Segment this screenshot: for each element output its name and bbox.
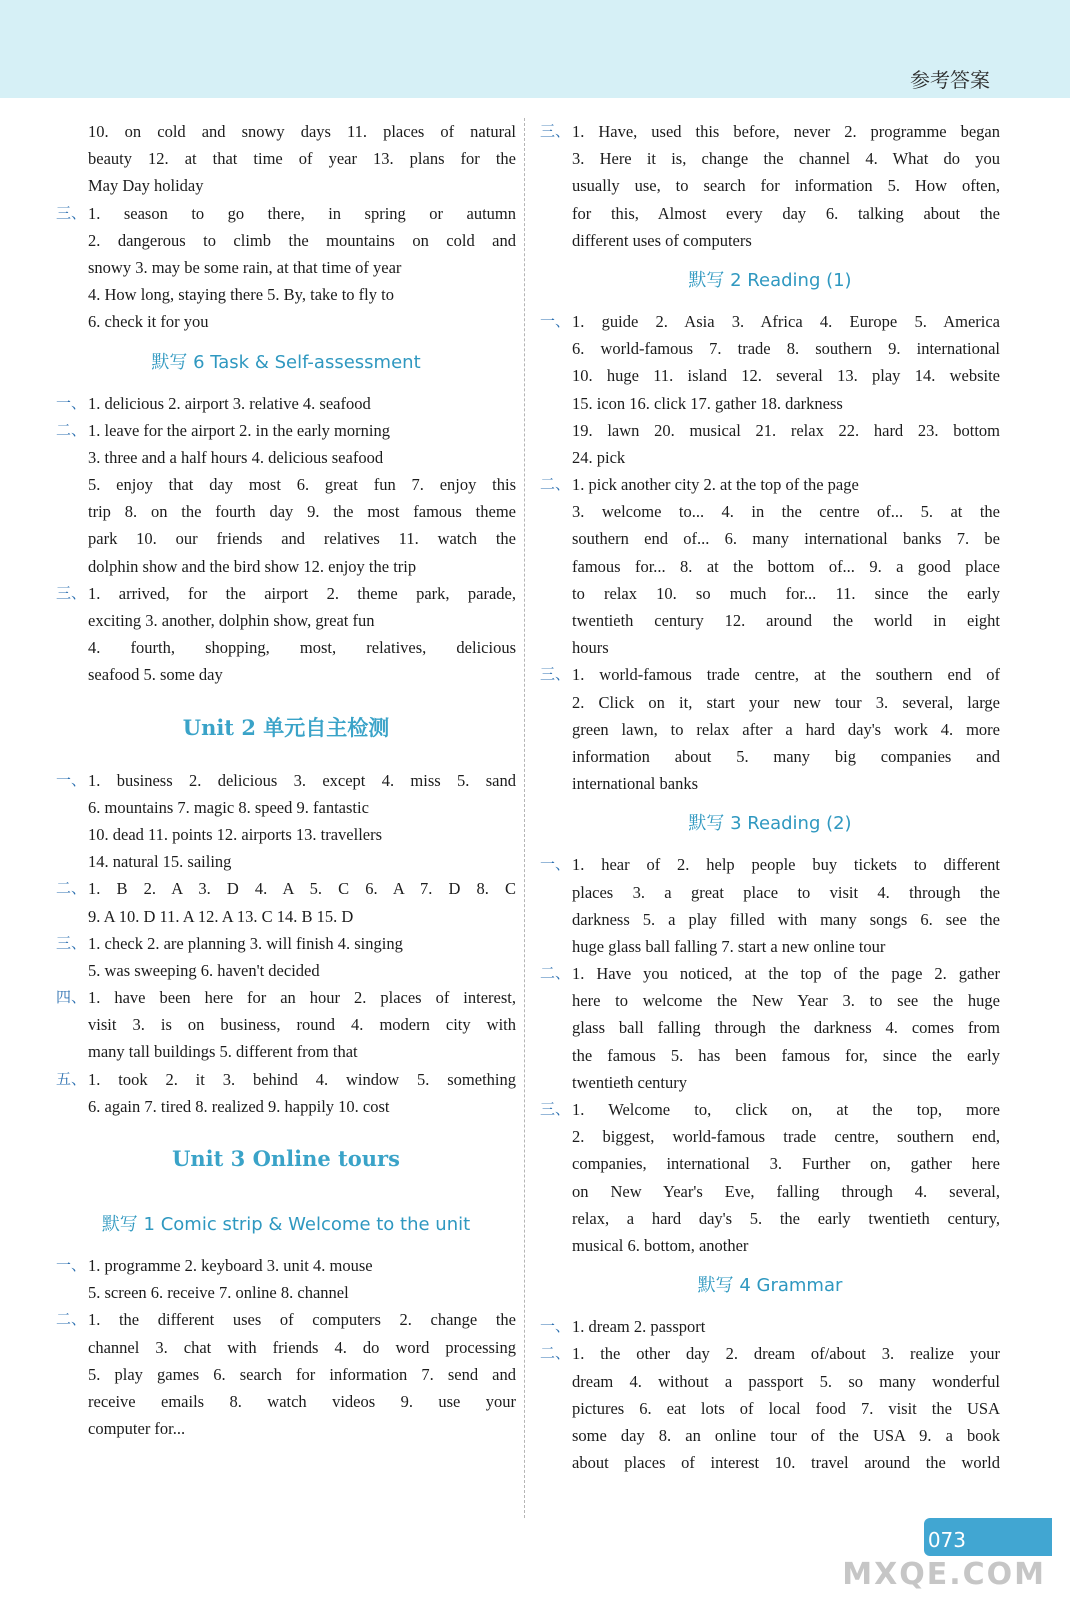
answer-line	[56, 118, 516, 145]
answer-line	[56, 1038, 516, 1065]
answer-line	[56, 607, 516, 634]
answer-line	[56, 471, 516, 498]
answer-text: places 3. a great place to visit 4. through the	[572, 882, 1000, 902]
section-number: 一、	[56, 770, 87, 789]
answer-text: 5. screen 6. receive 7. online 8. channel	[88, 1283, 349, 1303]
answer-line	[540, 1042, 1000, 1069]
answer-line	[540, 1069, 1000, 1096]
answer-line	[540, 879, 1000, 906]
answer-line	[540, 498, 1000, 525]
section-heading: 默写 4 Grammar	[697, 1275, 843, 1297]
answer-line	[56, 200, 516, 227]
answer-line	[56, 1388, 516, 1415]
column-divider	[524, 118, 525, 1518]
answer-text: usually use, to search for information 5. How often,	[572, 176, 1000, 196]
section-number: 四、	[56, 988, 87, 1007]
answer-text: relax, a hard day's 5. the early twentieth century,	[572, 1208, 1000, 1228]
section-number: 三、	[540, 122, 571, 140]
section-number: 二、	[540, 1344, 571, 1363]
answer-line	[540, 145, 1000, 172]
answer-text: 3. Here it is, change the channel 4. What do you	[572, 149, 1000, 169]
answer-text: channel 3. chat with friends 4. do word processing	[88, 1337, 516, 1357]
answer-line	[540, 689, 1000, 716]
section-heading: 默写 3 Reading (2)	[688, 813, 852, 835]
answer-text: here to welcome the New Year 3. to see the huge	[572, 991, 1000, 1011]
answer-text: glass ball falling through the darkness 4. comes from	[572, 1018, 1000, 1038]
answer-text: 1. world-famous trade centre, at the southern end of	[572, 665, 1000, 685]
answer-line	[56, 553, 516, 580]
answer-line	[56, 227, 516, 254]
answer-line	[540, 933, 1000, 960]
answer-line	[540, 200, 1000, 227]
answer-line	[540, 362, 1000, 389]
unit-heading: Unit 2 单元自主检测	[182, 714, 390, 740]
answer-text: 6. again 7. tired 8. realized 9. happily 10. cost	[88, 1096, 390, 1116]
answer-line	[56, 498, 516, 525]
answer-line	[56, 145, 516, 172]
answer-line	[540, 1340, 1000, 1367]
answer-text: dream 4. without a passport 5. so many wonderful	[572, 1371, 1000, 1391]
answer-line	[540, 987, 1000, 1014]
answer-text: 1. season to go there, in spring or autumn	[88, 203, 516, 223]
answer-text: 14. natural 15. sailing	[88, 852, 232, 872]
answer-text: 6. check it for you	[88, 312, 209, 332]
answer-text: 1. delicious 2. airport 3. relative 4. seafood	[88, 393, 371, 413]
answer-text: 1. guide 2. Asia 3. Africa 4. Europe 5. America	[572, 311, 1000, 331]
answer-line	[540, 1178, 1000, 1205]
answer-line	[56, 984, 516, 1011]
answer-text: visit 3. is on business, round 4. modern city with	[88, 1015, 516, 1035]
answer-text: 1. the different uses of computers 2. change the	[88, 1310, 516, 1330]
answer-text: 1. hear of 2. help people buy tickets to different	[572, 855, 1000, 875]
section-number: 三、	[540, 665, 571, 684]
section-number: 二、	[56, 879, 87, 898]
answer-text: 15. icon 16. click 17. gather 18. darkness	[572, 393, 843, 413]
answer-text: southern end of... 6. many international banks 7. be	[572, 529, 1000, 549]
answer-line	[540, 661, 1000, 688]
answer-text: 9. A 10. D 11. A 12. A 13. C 14. B 15. D	[88, 906, 354, 926]
answer-line	[56, 903, 516, 930]
answer-line	[540, 1096, 1000, 1123]
section-number: 二、	[540, 475, 571, 494]
answer-text: the famous 5. has been famous for, since the early	[572, 1045, 1000, 1065]
section-heading: 默写 6 Task & Self-assessment	[151, 351, 421, 373]
answer-line	[540, 1368, 1000, 1395]
answer-text: hours	[572, 638, 609, 658]
answer-line	[56, 1066, 516, 1093]
answer-text: snowy 3. may be some rain, at that time of year	[88, 257, 402, 277]
answer-text: 6. world-famous 7. trade 8. southern 9. international	[572, 339, 1000, 359]
section-number: 一、	[540, 311, 571, 330]
unit-heading: Unit 3 Online tours	[172, 1146, 400, 1171]
answer-text: 1. dream 2. passport	[572, 1317, 706, 1337]
answer-text: 1. pick another city 2. at the top of the page	[572, 475, 859, 495]
answer-text: computer for...	[88, 1419, 186, 1439]
answer-line	[56, 821, 516, 848]
answer-line	[56, 1279, 516, 1306]
answer-line	[56, 1306, 516, 1333]
left-answer-column	[56, 118, 516, 1442]
answer-text: 1. took 2. it 3. behind 4. window 5. something	[88, 1069, 516, 1089]
answer-text: 1. Welcome to, click on, at the top, more	[572, 1100, 1000, 1119]
answer-text: some day 8. an online tour of the USA 9. a book	[572, 1425, 1000, 1445]
answer-text: twentieth century 12. around the world in eight	[572, 611, 1000, 630]
answer-line	[56, 390, 516, 417]
answer-text: 1. B 2. A 3. D 4. A 5. C 6. A 7. D 8. C	[88, 879, 516, 899]
answer-line	[56, 525, 516, 552]
section-number: 一、	[56, 1256, 87, 1274]
answer-text: 5. enjoy that day most 6. great fun 7. enjoy this	[88, 475, 516, 495]
answer-line	[540, 1422, 1000, 1449]
answer-text: to relax 10. so much for... 11. since the early	[572, 583, 1000, 603]
section-number: 二、	[56, 1310, 87, 1329]
answer-line	[540, 525, 1000, 552]
answer-line	[540, 172, 1000, 199]
answer-text: huge glass ball falling 7. start a new online tour	[572, 936, 886, 956]
answer-line	[540, 960, 1000, 987]
answer-line	[540, 580, 1000, 607]
answer-line	[540, 607, 1000, 634]
answer-text: exciting 3. another, dolphin show, great fun	[88, 611, 375, 630]
answer-text: 1. arrived, for the airport 2. theme park, parade,	[88, 583, 516, 603]
answer-line	[56, 1011, 516, 1038]
answer-text: 2. Click on it, start your new tour 3. several, large	[572, 692, 1000, 712]
answer-line	[56, 848, 516, 875]
answer-line	[540, 1150, 1000, 1177]
answer-text: many tall buildings 5. different from that	[88, 1042, 358, 1062]
answer-line	[56, 661, 516, 688]
page-number: 073	[927, 1528, 966, 1552]
answer-text: 5. play games 6. search for information 7. send and	[88, 1364, 516, 1384]
answer-line	[56, 1252, 516, 1279]
answer-text: 1. Have, used this before, never 2. programme began	[572, 122, 1000, 141]
answer-line	[56, 281, 516, 308]
answer-line	[56, 444, 516, 471]
answer-text: famous for... 8. at the bottom of... 9. a good place	[572, 556, 1000, 576]
section-number: 三、	[56, 203, 87, 222]
section-number: 三、	[56, 933, 87, 952]
answer-text: 10. on cold and snowy days 11. places of natural	[88, 122, 516, 141]
answer-line	[540, 1014, 1000, 1041]
answer-line	[540, 851, 1000, 878]
section-number: 二、	[56, 420, 87, 439]
answer-line	[540, 906, 1000, 933]
answer-text: 2. dangerous to climb the mountains on cold and	[88, 230, 516, 250]
answer-line	[56, 172, 516, 199]
section-number: 一、	[56, 393, 87, 412]
answer-line	[540, 770, 1000, 797]
page-header-title: 参考答案	[910, 68, 990, 92]
answer-line	[540, 1313, 1000, 1340]
answer-line	[56, 794, 516, 821]
answer-line	[56, 417, 516, 444]
answer-line	[540, 308, 1000, 335]
answer-line	[56, 957, 516, 984]
answer-text: information about 5. many big companies and	[572, 746, 1000, 766]
answer-text: twentieth century	[572, 1072, 688, 1092]
answer-line	[56, 930, 516, 957]
answer-line	[540, 118, 1000, 145]
answer-text: 6. mountains 7. magic 8. speed 9. fantastic	[88, 797, 369, 817]
answer-line	[540, 417, 1000, 444]
answer-text: 1. have been here for an hour 2. places of interest,	[88, 988, 516, 1008]
answer-line	[540, 743, 1000, 770]
answer-text: seafood 5. some day	[88, 665, 223, 685]
answer-text: pictures 6. eat lots of local food 7. visit the USA	[572, 1398, 1000, 1418]
answer-line	[540, 390, 1000, 417]
answer-text: different uses of computers	[572, 230, 752, 250]
answer-line	[56, 308, 516, 335]
answer-line	[56, 1334, 516, 1361]
answer-text: green lawn, to relax after a hard day's work 4. more	[572, 719, 1000, 739]
answer-text: musical 6. bottom, another	[572, 1235, 749, 1255]
answer-text: 4. How long, staying there 5. By, take to fly to	[88, 285, 394, 305]
section-number: 三、	[56, 583, 87, 602]
answer-text: 3. three and a half hours 4. delicious seafood	[88, 447, 384, 467]
answer-line	[56, 767, 516, 794]
answer-text: 1. leave for the airport 2. in the early morning	[88, 420, 390, 440]
answer-text: 1. Have you noticed, at the top of the page 2. gather	[572, 964, 1000, 984]
answer-text: 3. welcome to... 4. in the centre of... 5. at the	[572, 502, 1000, 522]
answer-line	[540, 335, 1000, 362]
answer-line	[540, 1395, 1000, 1422]
section-number: 一、	[540, 1317, 571, 1336]
answer-line	[56, 580, 516, 607]
section-number: 五、	[56, 1069, 87, 1088]
answer-text: 10. dead 11. points 12. airports 13. travellers	[88, 824, 383, 844]
answer-line	[540, 1123, 1000, 1150]
answer-line	[540, 1205, 1000, 1232]
answer-line	[56, 875, 516, 902]
answer-text: international banks	[572, 774, 699, 794]
answer-text: 1. check 2. are planning 3. will finish 4. singing	[88, 933, 403, 953]
answer-text: receive emails 8. watch videos 9. use your	[88, 1391, 516, 1411]
section-heading: 默写 2 Reading (1)	[688, 269, 852, 291]
answer-line	[56, 1361, 516, 1388]
answer-line	[56, 634, 516, 661]
answer-line	[56, 254, 516, 281]
answer-text: 2. biggest, world-famous trade centre, southern end,	[572, 1127, 1000, 1147]
answer-line	[540, 716, 1000, 743]
answer-text: 4. fourth, shopping, most, relatives, delicious	[88, 638, 516, 658]
answer-text: park 10. our friends and relatives 11. watch the	[88, 529, 516, 549]
answer-text: trip 8. on the fourth day 9. the most famous theme	[88, 502, 516, 522]
answer-text: 24. pick	[572, 447, 626, 467]
section-number: 三、	[540, 1100, 571, 1118]
answer-line	[56, 1093, 516, 1120]
answer-line	[540, 553, 1000, 580]
answer-text: dolphin show and the bird show 12. enjoy the trip	[88, 556, 417, 576]
answer-text: companies, international 3. Further on, gather here	[572, 1154, 1000, 1174]
answer-text: darkness 5. a play filled with many songs 6. see the	[572, 909, 1000, 929]
section-number: 一、	[540, 855, 571, 874]
answer-line	[540, 634, 1000, 661]
answer-text: beauty 12. at that time of year 13. plans for the	[88, 149, 516, 169]
answer-text: 5. was sweeping 6. haven't decided	[88, 960, 320, 980]
watermark-logo: MXQE.COM	[842, 1557, 1046, 1592]
answer-text: 1. the other day 2. dream of/about 3. realize your	[572, 1344, 1000, 1364]
answer-line	[540, 227, 1000, 254]
section-number: 二、	[540, 964, 571, 983]
answer-text: 1. programme 2. keyboard 3. unit 4. mouse	[88, 1256, 373, 1275]
answer-text: 1. business 2. delicious 3. except 4. miss 5. sand	[88, 770, 516, 790]
answer-line	[540, 1232, 1000, 1259]
answer-text: 10. huge 11. island 12. several 13. play 14. website	[572, 366, 1000, 386]
answer-text: about places of interest 10. travel around the world	[572, 1453, 1000, 1473]
answer-text: on New Year's Eve, falling through 4. several,	[572, 1181, 1000, 1201]
answer-text: May Day holiday	[88, 176, 204, 196]
answer-line	[56, 1415, 516, 1442]
answer-text: 19. lawn 20. musical 21. relax 22. hard 23. bottom	[572, 420, 1000, 440]
right-answer-column	[540, 118, 1000, 1476]
answer-line	[540, 471, 1000, 498]
answer-line	[540, 444, 1000, 471]
section-heading: 默写 1 Comic strip & Welcome to the unit	[101, 1214, 471, 1235]
answer-line	[540, 1449, 1000, 1476]
answer-text: for this, Almost every day 6. talking about the	[572, 203, 1000, 223]
